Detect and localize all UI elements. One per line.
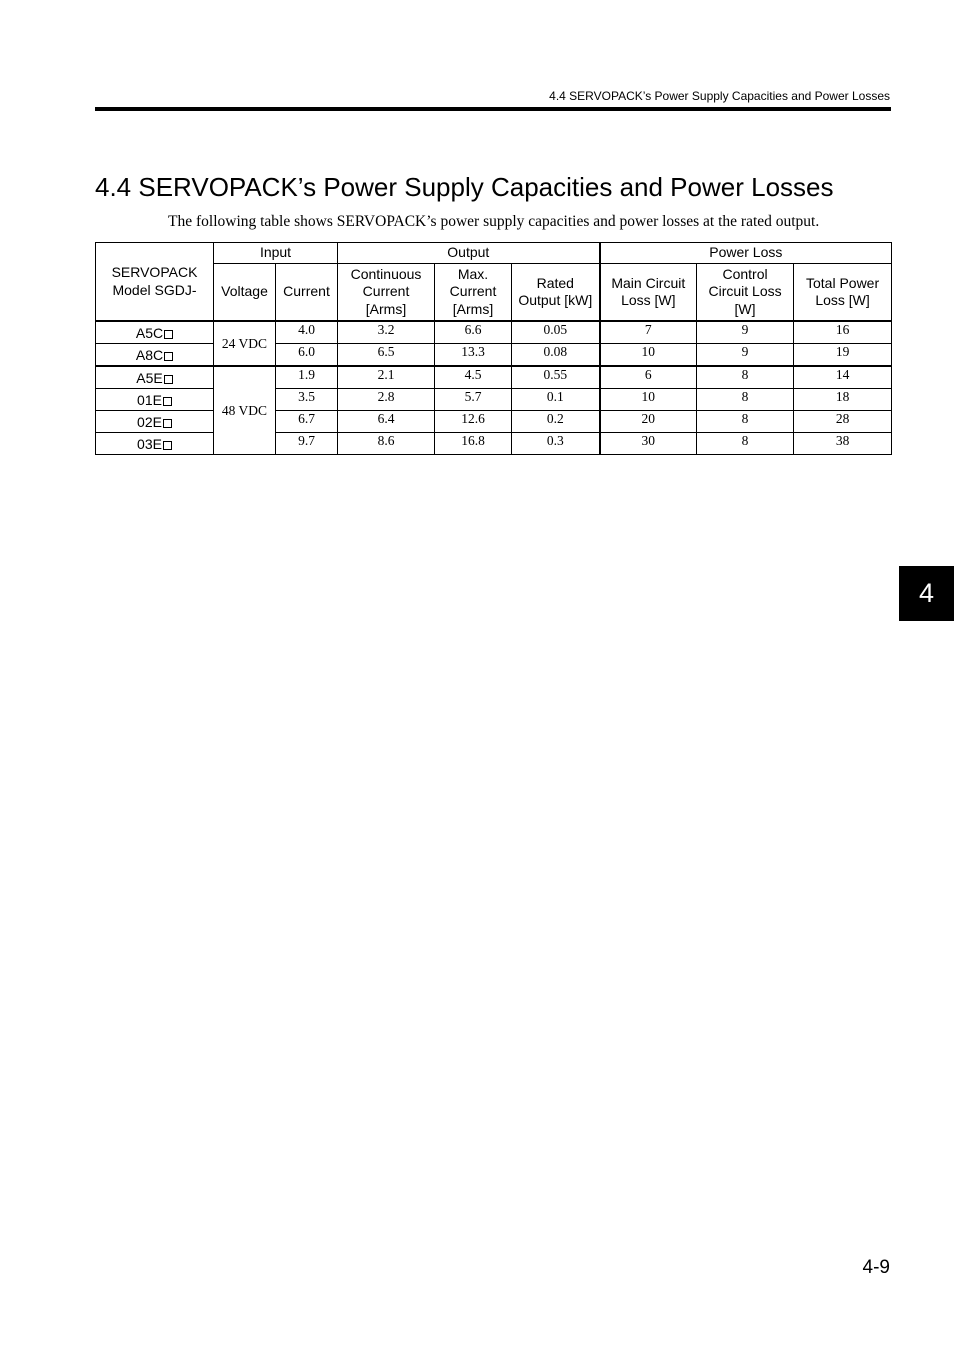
model-header: SERVOPACK Model SGDJ-: [96, 243, 214, 322]
total-power-loss-cell: 19: [794, 344, 892, 367]
control-circuit-loss-header: Control Circuit Loss [W]: [697, 264, 794, 322]
control-circuit-loss-cell: 9: [697, 344, 794, 367]
max-current-cell: 6.6: [435, 321, 512, 344]
continuous-current-header: Continuous Current [Arms]: [338, 264, 435, 322]
intro-paragraph: The following table shows SERVOPACK’s power supply capacities and power losses at the rated output.: [168, 213, 820, 230]
total-power-loss-cell: 16: [794, 321, 892, 344]
total-power-loss-cell: 38: [794, 433, 892, 455]
model-cell: 02E: [96, 411, 214, 433]
model-cell: A5C: [96, 321, 214, 344]
control-circuit-loss-cell: 9: [697, 321, 794, 344]
main-circuit-loss-cell: 30: [600, 433, 697, 455]
table-row: [96, 321, 892, 344]
main-circuit-loss-header: Main Circuit Loss [W]: [600, 264, 697, 322]
control-circuit-loss-cell: 8: [697, 366, 794, 389]
current-cell: 6.7: [276, 411, 338, 433]
rated-output-cell: 0.1: [512, 389, 600, 411]
section-title: 4.4 SERVOPACK’s Power Supply Capacities and Power Losses: [95, 172, 834, 202]
page-number: 4-9: [862, 1257, 890, 1278]
continuous-current-cell: 3.2: [338, 321, 435, 344]
input-group-header: Input: [214, 243, 338, 264]
current-cell: 6.0: [276, 344, 338, 367]
total-power-loss-header: Total Power Loss [W]: [794, 264, 892, 322]
max-current-cell: 4.5: [435, 366, 512, 389]
rated-output-cell: 0.3: [512, 433, 600, 455]
control-circuit-loss-cell: 8: [697, 411, 794, 433]
current-cell: 1.9: [276, 366, 338, 389]
header-rule: [95, 107, 891, 111]
rated-output-cell: 0.05: [512, 321, 600, 344]
chapter-tab: 4: [899, 566, 954, 621]
model-cell: 03E: [96, 433, 214, 455]
model-cell: A5E: [96, 366, 214, 389]
model-cell: A8C: [96, 344, 214, 367]
continuous-current-cell: 2.8: [338, 389, 435, 411]
control-circuit-loss-cell: 8: [697, 433, 794, 455]
current-cell: 4.0: [276, 321, 338, 344]
rated-output-cell: 0.2: [512, 411, 600, 433]
rated-output-cell: 0.55: [512, 366, 600, 389]
continuous-current-cell: 6.4: [338, 411, 435, 433]
main-circuit-loss-cell: 10: [600, 344, 697, 367]
voltage-cell: 48 VDC: [214, 366, 276, 455]
rated-output-cell: 0.08: [512, 344, 600, 367]
max-current-cell: 16.8: [435, 433, 512, 455]
max-current-cell: 5.7: [435, 389, 512, 411]
rated-output-header: Rated Output [kW]: [512, 264, 600, 322]
total-power-loss-cell: 28: [794, 411, 892, 433]
current-header: Current: [276, 264, 338, 322]
total-power-loss-cell: 18: [794, 389, 892, 411]
continuous-current-cell: 2.1: [338, 366, 435, 389]
voltage-cell: 24 VDC: [214, 321, 276, 366]
power-loss-group-header: Power Loss: [600, 243, 892, 264]
max-current-cell: 12.6: [435, 411, 512, 433]
model-cell: 01E: [96, 389, 214, 411]
main-circuit-loss-cell: 7: [600, 321, 697, 344]
current-cell: 9.7: [276, 433, 338, 455]
max-current-cell: 13.3: [435, 344, 512, 367]
control-circuit-loss-cell: 8: [697, 389, 794, 411]
main-circuit-loss-cell: 6: [600, 366, 697, 389]
current-cell: 3.5: [276, 389, 338, 411]
total-power-loss-cell: 14: [794, 366, 892, 389]
continuous-current-cell: 6.5: [338, 344, 435, 367]
output-group-header: Output: [338, 243, 600, 264]
main-circuit-loss-cell: 10: [600, 389, 697, 411]
max-current-header: Max. Current [Arms]: [435, 264, 512, 322]
continuous-current-cell: 8.6: [338, 433, 435, 455]
running-header: 4.4 SERVOPACK’s Power Supply Capacities and Power Losses: [549, 89, 890, 103]
voltage-header: Voltage: [214, 264, 276, 322]
main-circuit-loss-cell: 20: [600, 411, 697, 433]
power-loss-table: [95, 242, 892, 455]
table-row: [96, 366, 892, 389]
